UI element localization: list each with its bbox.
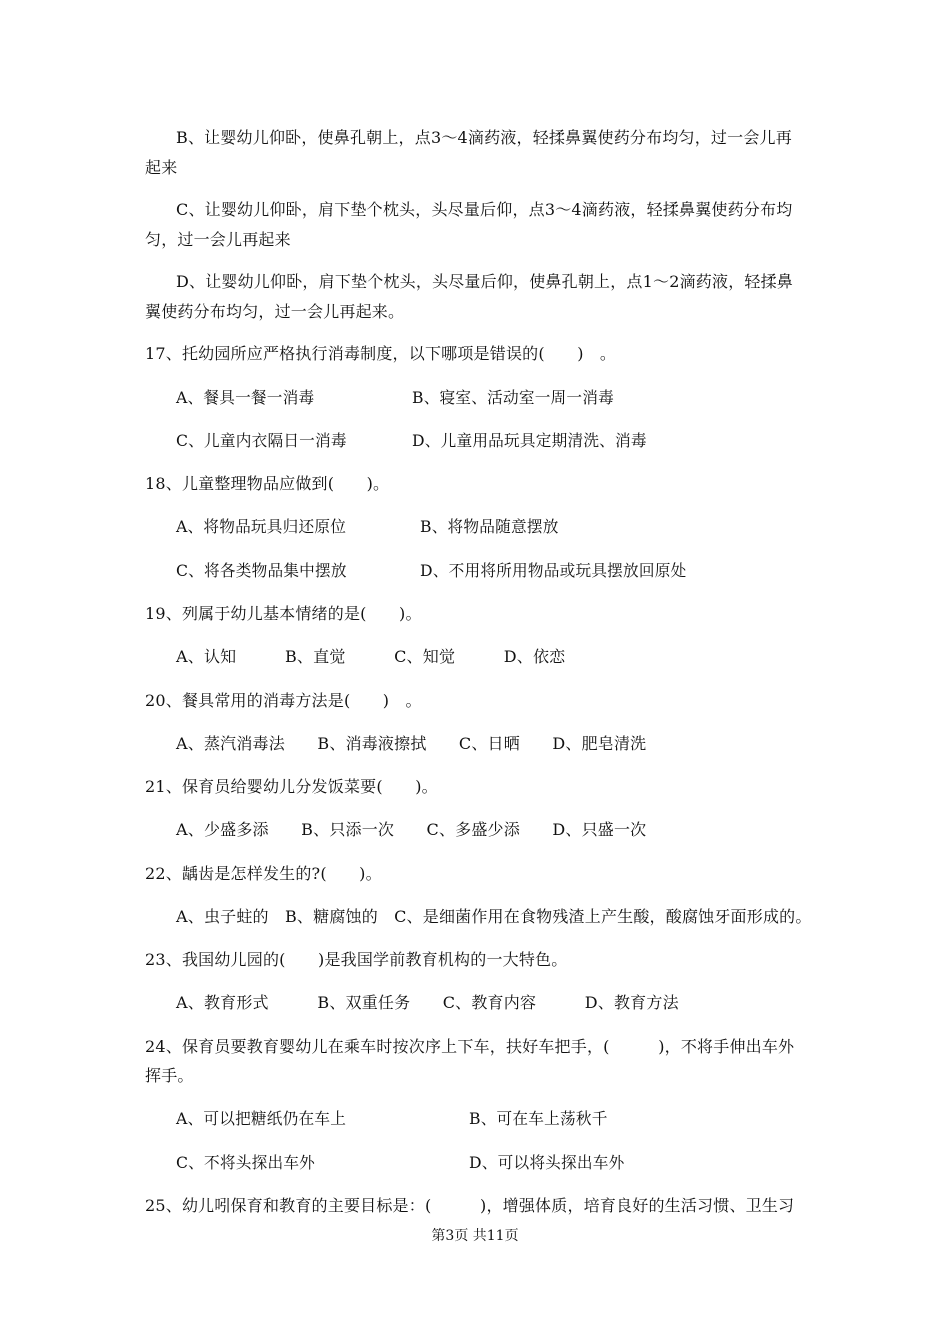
q17-option-d: D、儿童用品玩具定期清洗、消毒: [412, 431, 647, 450]
q24-option-a: A、可以把糖纸仍在车上: [176, 1109, 347, 1128]
question-18: 18、儿童整理物品应做到( )。: [145, 474, 390, 493]
question-23: 23、我国幼儿园的( )是我国学前教育机构的一大特色。: [145, 950, 568, 969]
question-17: 17、托幼园所应严格执行消毒制度，以下哪项是错误的( ) 。: [145, 344, 617, 363]
q18-option-c: C、将各类物品集中摆放: [176, 561, 347, 580]
q24-option-d: D、可以将头探出车外: [469, 1153, 625, 1172]
q16-option-d-line1: D、让婴幼儿仰卧，肩下垫个枕头，头尽量后仰，使鼻孔朝上，点1～2滴药液，轻揉鼻: [176, 272, 793, 291]
q21-options: A、少盛多添 B、只添一次 C、多盛少添 D、只盛一次: [176, 820, 647, 839]
question-20: 20、餐具常用的消毒方法是( ) 。: [145, 691, 422, 710]
q20-options: A、蒸汽消毒法 B、消毒液擦拭 C、日晒 D、肥皂清洗: [176, 734, 647, 753]
q18-option-b: B、将物品随意摆放: [420, 517, 559, 536]
q16-option-d-line2: 翼使药分布均匀，过一会儿再起来。: [145, 302, 405, 321]
q16-option-c-line1: C、让婴幼儿仰卧，肩下垫个枕头，头尽量后仰，点3～4滴药液，轻揉鼻翼使药分布均: [176, 200, 793, 219]
q18-option-a: A、将物品玩具归还原位: [176, 517, 347, 536]
q16-option-b-line1: B、让婴幼儿仰卧，使鼻孔朝上，点3～4滴药液，轻揉鼻翼使药分布均匀，过一会儿再: [176, 128, 792, 147]
question-24-line2: 挥手。: [145, 1066, 194, 1085]
q22-options: A、虫子蛀的 B、糖腐蚀的 C、是细菌作用在食物残渣上产生酸，酸腐蚀牙面形成的。: [176, 907, 812, 926]
q24-option-c: C、不将头探出车外: [176, 1153, 316, 1172]
q19-options: A、认知 B、直觉 C、知觉 D、依恋: [176, 647, 566, 666]
question-24-line1: 24、保育员要教育婴幼儿在乘车时按次序上下车，扶好车把手，( )，不将手伸出车外: [145, 1037, 795, 1056]
q18-option-d: D、不用将所用物品或玩具摆放回原处: [420, 561, 687, 580]
q17-option-b: B、寝室、活动室一周一消毒: [412, 388, 614, 407]
question-22: 22、龋齿是怎样发生的?( )。: [145, 864, 382, 883]
q24-option-b: B、可在车上荡秋千: [469, 1109, 608, 1128]
question-19: 19、列属于幼儿基本情绪的是( )。: [145, 604, 422, 623]
page-number-footer: 第3页 共11页: [431, 1228, 519, 1244]
q17-option-c: C、儿童内衣隔日一消毒: [176, 431, 347, 450]
q16-option-b-line2: 起来: [145, 158, 178, 177]
q23-options: A、教育形式 B、双重任务 C、教育内容 D、教育方法: [176, 993, 679, 1012]
q17-option-a: A、餐具一餐一消毒: [176, 388, 315, 407]
q16-option-c-line2: 匀，过一会儿再起来: [145, 230, 291, 249]
question-21: 21、保育员给婴幼儿分发饭菜要( )。: [145, 777, 438, 796]
question-25-line1: 25、幼儿吲保育和教育的主要目标是：( )，增强体质，培育良好的生活习惯、卫生习: [145, 1196, 795, 1215]
